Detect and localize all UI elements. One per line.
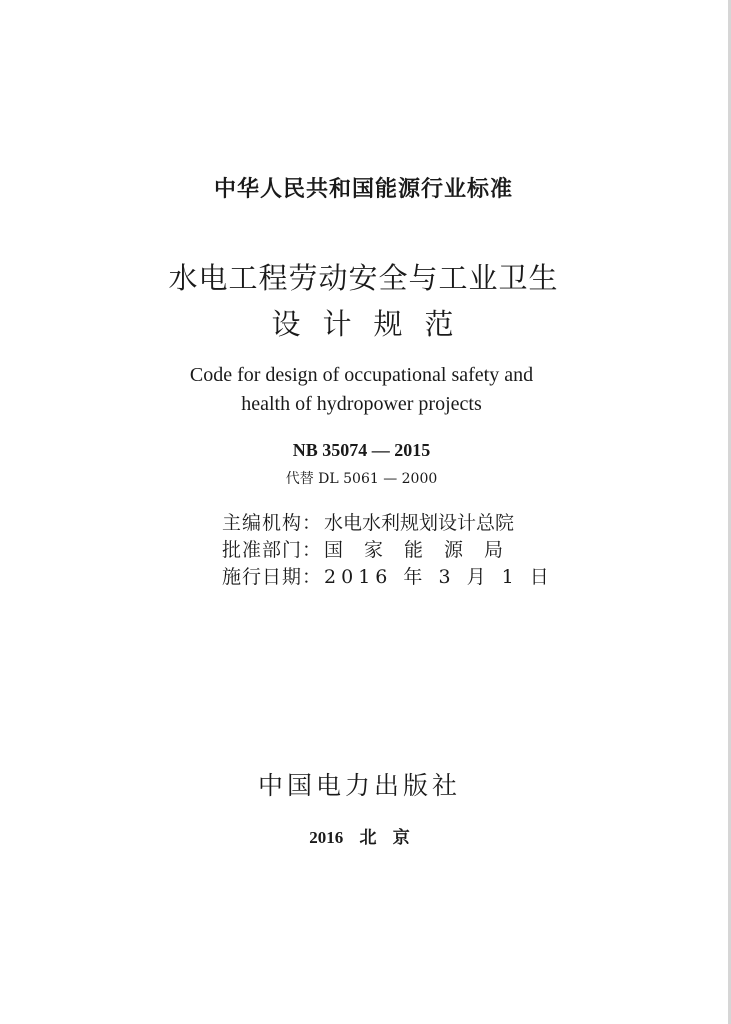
- meta-label-approver: 批准部门：: [222, 539, 323, 561]
- title-en-line-1: Code for design of occupational safety and: [189, 364, 534, 386]
- meta-value-effective-date: 2016 年 3 月 1 日: [324, 566, 554, 588]
- meta-row-editor: [222, 510, 554, 537]
- document-metadata: [222, 510, 554, 591]
- document-subtitle-cn: 设计规范: [271, 307, 476, 341]
- meta-row-approver: [222, 537, 554, 564]
- publisher-name: 中国电力出版社: [257, 771, 461, 800]
- standard-organization: 中华人民共和国能源行业标准: [213, 177, 513, 202]
- meta-label-editor: 主编机构：: [222, 512, 323, 534]
- document-title-en: [0, 361, 727, 419]
- publication-year-place: 2016 北 京: [309, 828, 410, 847]
- standard-number: NB 35074 — 2015: [292, 440, 431, 460]
- meta-row-effective-date: [222, 564, 554, 591]
- title-en-line-2: health of hydropower projects: [241, 393, 482, 415]
- document-title-cn: 水电工程劳动安全与工业卫生: [168, 261, 559, 295]
- meta-label-effective-date: 施行日期：: [222, 566, 323, 588]
- meta-value-approver: 国家能源局: [324, 539, 525, 561]
- meta-value-editor: 水电水利规划设计总院: [324, 512, 515, 534]
- replaces-standard: 代替 DL 5061 — 2000: [285, 471, 438, 487]
